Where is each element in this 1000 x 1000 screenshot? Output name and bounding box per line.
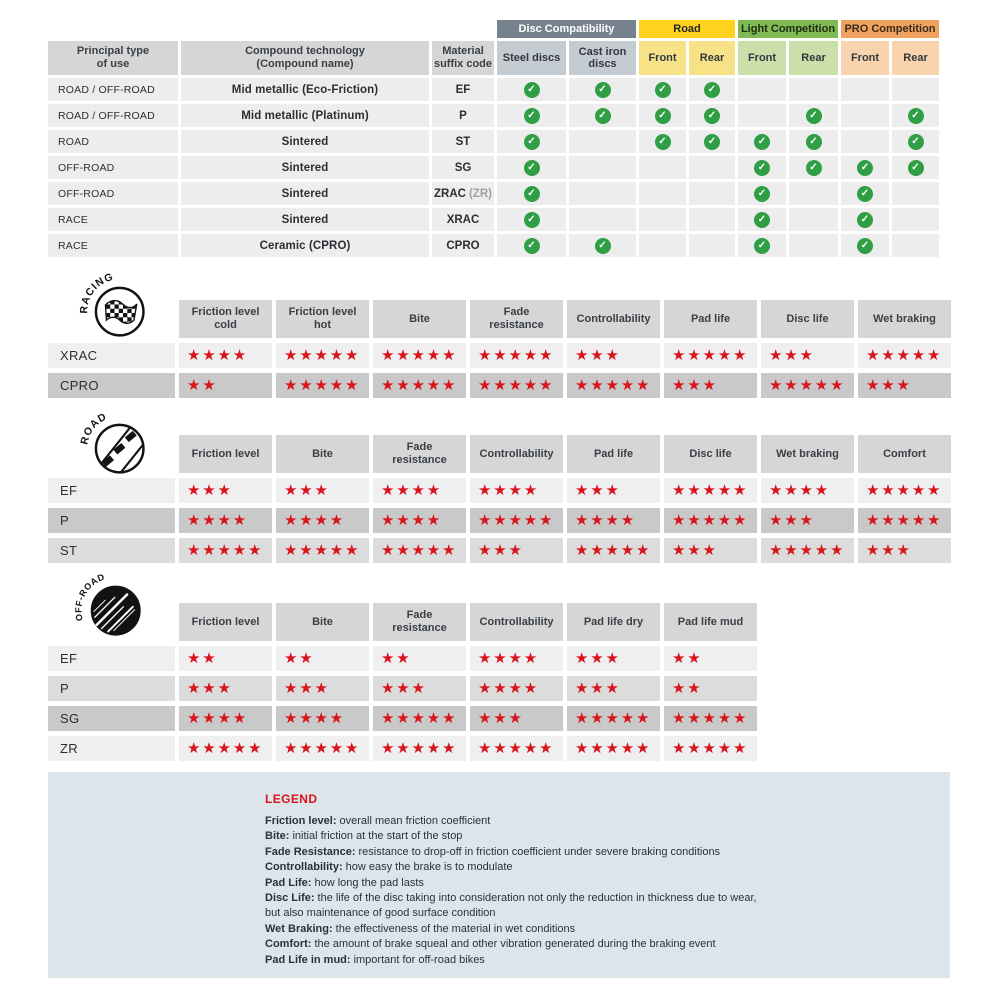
rating-column-header-controllability: Controllability [470,603,563,641]
compat-check-cell [841,182,889,205]
row-suffix [432,234,494,257]
star-rating: ★★★ [664,538,757,563]
legend-desc: initial friction at the start of the stop [292,830,463,843]
star-rating: ★★★★★ [567,736,660,761]
racing-ratings-table [48,271,951,398]
star-rating: ★★★★★ [664,736,757,761]
rating-row-label: SG [48,706,175,731]
check-icon: ✓ [595,108,611,124]
sub-header-pro-competition-rear: Rear [892,41,939,75]
check-icon: ✓ [704,108,720,124]
legend-box [48,772,950,978]
check-icon: ✓ [754,186,770,202]
rating-column-header-wet-braking: Wet braking [761,435,854,473]
check-icon: ✓ [704,134,720,150]
star-rating: ★★★ [567,478,660,503]
legend-term: Bite: [265,830,290,843]
check-icon: ✓ [754,134,770,150]
legend-desc: the amount of brake squeal and other vibration generated during the braking event [314,938,716,951]
row-suffix [432,208,494,231]
legend-entry [265,814,757,829]
compat-empty-cell [841,130,889,153]
rating-column-header-friction-level: Friction level [179,435,272,473]
compat-check-cell [689,104,735,127]
compat-empty-cell [892,78,939,101]
offroad-mud-icon [72,565,148,641]
header-line: of use [96,58,130,70]
compat-check-cell [841,208,889,231]
star-rating: ★★★★★ [664,706,757,731]
star-rating: ★★★★ [276,508,369,533]
check-icon: ✓ [857,212,873,228]
legend-desc: the effectiveness of the material in wet conditions [335,922,576,935]
rating-column-header-friction-level-cold: Friction level cold [179,300,272,338]
rating-column-header-comfort: Comfort [858,435,951,473]
rating-column-header-disc-life: Disc life [761,300,854,338]
legend-entry [265,829,757,844]
star-rating: ★★ [664,646,757,671]
compat-empty-cell [639,208,686,231]
check-icon: ✓ [908,160,924,176]
star-rating: ★★★ [373,676,466,701]
legend-entry [265,922,757,937]
row-use: ROAD / OFF-ROAD [48,78,178,101]
star-rating: ★★★ [761,343,854,368]
sub-header-light-competition-rear: Rear [789,41,838,75]
star-rating: ★★★★★ [276,343,369,368]
row-technology: Mid metallic (Platinum) [181,104,429,127]
rating-column-header-fade-resistance: Fade resistance [373,603,466,641]
rating-column-header-pad-life: Pad life [664,300,757,338]
compat-empty-cell [569,130,636,153]
star-rating: ★★★★★ [276,538,369,563]
legend-term: Disc Life: [265,892,315,905]
legend-term: Comfort: [265,938,312,951]
star-rating: ★★★★ [470,646,563,671]
legend-term: Pad Life: [265,876,312,889]
star-rating: ★★★★★ [858,508,951,533]
star-rating: ★★★ [179,676,272,701]
row-suffix [432,130,494,153]
road-icon [76,403,152,479]
compat-empty-cell [639,182,686,205]
star-rating: ★★★★ [470,676,563,701]
row-technology: Sintered [181,130,429,153]
legend-term: Fade Resistance: [265,845,356,858]
compat-check-cell [497,182,566,205]
row-technology: Ceramic (CPRO) [181,234,429,257]
check-icon: ✓ [595,82,611,98]
rating-row-label: ZR [48,736,175,761]
star-rating: ★★★★★ [567,538,660,563]
check-icon: ✓ [754,160,770,176]
check-icon: ✓ [524,212,540,228]
compat-empty-cell [689,182,735,205]
compat-check-cell [497,156,566,179]
star-rating: ★★★ [664,373,757,398]
rating-column-header-fade-resistance: Fade resistance [373,435,466,473]
compat-empty-cell [892,182,939,205]
compat-check-cell [738,156,786,179]
suffix-code: SG [454,161,472,174]
star-rating: ★★ [664,676,757,701]
rating-row-label: P [48,676,175,701]
compat-check-cell [639,130,686,153]
star-rating: ★★★★★ [664,508,757,533]
star-rating: ★★★★ [567,508,660,533]
star-rating: ★★★★ [179,343,272,368]
compat-empty-cell [569,208,636,231]
legend-content [265,792,757,968]
rating-column-header-bite: Bite [276,435,369,473]
offroad-ratings-table [48,571,757,761]
star-rating: ★★★★★ [761,373,854,398]
check-icon: ✓ [655,108,671,124]
legend-entry [265,953,757,968]
star-rating: ★★★★★ [179,736,272,761]
compat-check-cell [738,208,786,231]
legend-entry [265,891,757,906]
star-rating: ★★★★★ [276,373,369,398]
star-rating: ★★★★★ [373,706,466,731]
compat-check-cell [497,130,566,153]
star-rating: ★★★★ [179,706,272,731]
sub-header-light-competition-front: Front [738,41,786,75]
rating-column-header-friction-level-hot: Friction level hot [276,300,369,338]
sub-header-road-rear: Rear [689,41,735,75]
compat-empty-cell [569,182,636,205]
check-icon: ✓ [857,186,873,202]
header-line: Principal type [76,45,150,57]
compat-empty-cell [738,104,786,127]
star-rating: ★★★ [858,538,951,563]
compat-check-cell [689,130,735,153]
compat-check-cell [639,104,686,127]
rating-row-label: EF [48,646,175,671]
star-rating: ★★★★ [373,478,466,503]
compat-empty-cell [789,78,838,101]
compat-check-cell [738,182,786,205]
row-suffix [432,78,494,101]
compat-check-cell [789,130,838,153]
compat-check-cell [497,104,566,127]
rating-column-header-controllability: Controllability [470,435,563,473]
legend-entries [265,814,757,968]
legend-desc: overall mean friction coefficient [339,815,491,827]
star-rating: ★★★★★ [373,538,466,563]
compat-empty-cell [789,182,838,205]
racing-flag-icon [76,266,152,342]
star-rating: ★★★★★ [373,736,466,761]
sub-header-pro-competition-front: Front [841,41,889,75]
rating-column-header-fade-resistance: Fade resistance [470,300,563,338]
compat-check-cell [892,130,939,153]
group-header-light-competition: Light Competition [738,20,838,38]
column-header-material [432,41,494,75]
check-icon: ✓ [908,134,924,150]
check-icon: ✓ [806,160,822,176]
suffix-code: P [459,109,467,122]
star-rating: ★★★★ [470,478,563,503]
legend-desc: how easy the brake is to modulate [345,861,513,874]
rating-column-header-controllability: Controllability [567,300,660,338]
legend-title: LEGEND [265,792,318,806]
legend-entry [265,876,757,891]
compat-empty-cell [689,156,735,179]
racing-arc-label: RACING [79,271,116,314]
check-icon: ✓ [806,108,822,124]
row-use: OFF-ROAD [48,182,178,205]
rating-column-header-disc-life: Disc life [664,435,757,473]
offroad-arc-label: OFF-ROAD [73,571,107,622]
suffix-code: ZRAC [434,187,466,200]
star-rating: ★★★★★ [664,478,757,503]
row-use: ROAD / OFF-ROAD [48,104,178,127]
star-rating: ★★★ [470,706,563,731]
sub-header-disc-compatibility-cast-iron-discs: Cast iron discs [569,41,636,75]
rating-row-label: ST [48,538,175,563]
rating-column-header-bite: Bite [373,300,466,338]
rating-column-header-pad-life-dry: Pad life dry [567,603,660,641]
star-rating: ★★ [179,646,272,671]
legend-entry [265,937,757,952]
rating-row-label: CPRO [48,373,175,398]
sub-header-disc-compatibility-steel-discs: Steel discs [497,41,566,75]
star-rating: ★★★★★ [470,343,563,368]
compat-check-cell [789,104,838,127]
star-rating: ★★★ [858,373,951,398]
compat-check-cell [569,104,636,127]
compat-check-cell [497,234,566,257]
compat-empty-cell [892,234,939,257]
star-rating: ★★ [276,646,369,671]
header-line: (Compound name) [256,58,354,70]
star-rating: ★★★★★ [373,373,466,398]
star-rating: ★★ [179,373,272,398]
compat-empty-cell [789,208,838,231]
row-use: ROAD [48,130,178,153]
legend-term: Pad Life in mud: [265,953,351,966]
compatibility-table [48,20,939,257]
star-rating: ★★★★★ [470,736,563,761]
compat-empty-cell [841,104,889,127]
star-rating: ★★★ [470,538,563,563]
check-icon: ✓ [655,82,671,98]
compat-empty-cell [789,234,838,257]
row-suffix [432,182,494,205]
check-icon: ✓ [524,160,540,176]
rating-row-label: XRAC [48,343,175,368]
compat-check-cell [689,78,735,101]
star-rating: ★★★★ [373,508,466,533]
star-rating: ★★★★ [179,508,272,533]
star-rating: ★★★ [567,676,660,701]
star-rating: ★★★★★ [373,343,466,368]
star-rating: ★★★★★ [470,508,563,533]
row-technology: Sintered [181,182,429,205]
row-technology: Mid metallic (Eco-Friction) [181,78,429,101]
rating-column-header-bite: Bite [276,603,369,641]
sub-header-road-front: Front [639,41,686,75]
star-rating: ★★ [373,646,466,671]
compat-check-cell [497,78,566,101]
legend-desc: important for off-road bikes [353,953,485,966]
compat-empty-cell [689,208,735,231]
road-arc-label: ROAD [79,411,110,446]
rating-column-header-pad-life: Pad life [567,435,660,473]
legend-term: Controllability: [265,861,343,874]
compat-check-cell [497,208,566,231]
check-icon: ✓ [524,238,540,254]
compat-empty-cell [738,78,786,101]
suffix-code: CPRO [446,239,480,252]
racing-ratings-grid [48,300,951,398]
rating-column-header-pad-life-mud: Pad life mud [664,603,757,641]
legend-term: Wet Braking: [265,922,333,935]
compat-empty-cell [892,208,939,231]
check-icon: ✓ [806,134,822,150]
star-rating: ★★★ [179,478,272,503]
check-icon: ✓ [857,238,873,254]
star-rating: ★★★★★ [761,538,854,563]
compat-check-cell [569,234,636,257]
legend-desc: resistance to drop-off in friction coefficient under severe braking conditions [358,845,721,858]
suffix-code: XRAC [446,213,480,226]
column-header-principal-type [48,41,178,75]
header-line: Material [442,45,484,57]
column-header-compound-technology [181,41,429,75]
legend-entry [265,860,757,875]
star-rating: ★★★★★ [858,478,951,503]
row-technology: Sintered [181,208,429,231]
row-use: OFF-ROAD [48,156,178,179]
check-icon: ✓ [754,238,770,254]
legend-desc: how long the pad lasts [314,876,424,889]
check-icon: ✓ [524,134,540,150]
check-icon: ✓ [857,160,873,176]
compat-empty-cell [569,156,636,179]
compat-check-cell [738,234,786,257]
header-line: Compound technology [245,45,365,57]
suffix-code: EF [455,83,471,96]
star-rating: ★★★★ [276,706,369,731]
legend-entry [265,845,757,860]
suffix-note: (ZR) [468,187,492,200]
compat-check-cell [569,78,636,101]
star-rating: ★★★★ [761,478,854,503]
rating-row-label: P [48,508,175,533]
road-ratings-table [48,411,951,563]
compat-empty-cell [689,234,735,257]
star-rating: ★★★★★ [276,736,369,761]
rating-column-header-friction-level: Friction level [179,603,272,641]
suffix-code: ST [455,135,471,148]
check-icon: ✓ [524,186,540,202]
compat-empty-cell [841,78,889,101]
star-rating: ★★★ [276,478,369,503]
check-icon: ✓ [655,134,671,150]
compat-check-cell [892,104,939,127]
row-use: RACE [48,208,178,231]
star-rating: ★★★★★ [567,373,660,398]
header-line: suffix code [433,58,493,70]
check-icon: ✓ [524,108,540,124]
star-rating: ★★★★★ [664,343,757,368]
check-icon: ✓ [595,238,611,254]
star-rating: ★★★★★ [470,373,563,398]
row-use: RACE [48,234,178,257]
star-rating: ★★★ [761,508,854,533]
star-rating: ★★★ [276,676,369,701]
compat-check-cell [841,234,889,257]
legend-desc: but also maintenance of good surface condition [265,907,496,920]
check-icon: ✓ [908,108,924,124]
rating-column-header-wet-braking: Wet braking [858,300,951,338]
row-suffix [432,156,494,179]
offroad-ratings-grid [48,603,757,761]
compat-check-cell [841,156,889,179]
star-rating: ★★★ [567,646,660,671]
compat-check-cell [738,130,786,153]
check-icon: ✓ [704,82,720,98]
check-icon: ✓ [524,82,540,98]
compat-empty-cell [639,156,686,179]
legend-desc: the life of the disc taking into consideration not only the reduction in thickness due to wear, [317,892,757,905]
compat-check-cell [789,156,838,179]
compat-empty-cell [639,234,686,257]
star-rating: ★★★★★ [567,706,660,731]
check-icon: ✓ [754,212,770,228]
group-header-disc-compatibility: Disc Compatibility [497,20,636,38]
legend-term: Friction level: [265,815,337,827]
legend-entry-continued [265,906,757,921]
group-header-pro-competition: PRO Competition [841,20,939,38]
star-rating: ★★★★★ [858,343,951,368]
compat-check-cell [892,156,939,179]
star-rating: ★★★ [567,343,660,368]
group-header-road: Road [639,20,735,38]
compat-check-cell [639,78,686,101]
row-suffix [432,104,494,127]
road-ratings-grid [48,435,951,563]
rating-row-label: EF [48,478,175,503]
star-rating: ★★★★★ [179,538,272,563]
row-technology: Sintered [181,156,429,179]
